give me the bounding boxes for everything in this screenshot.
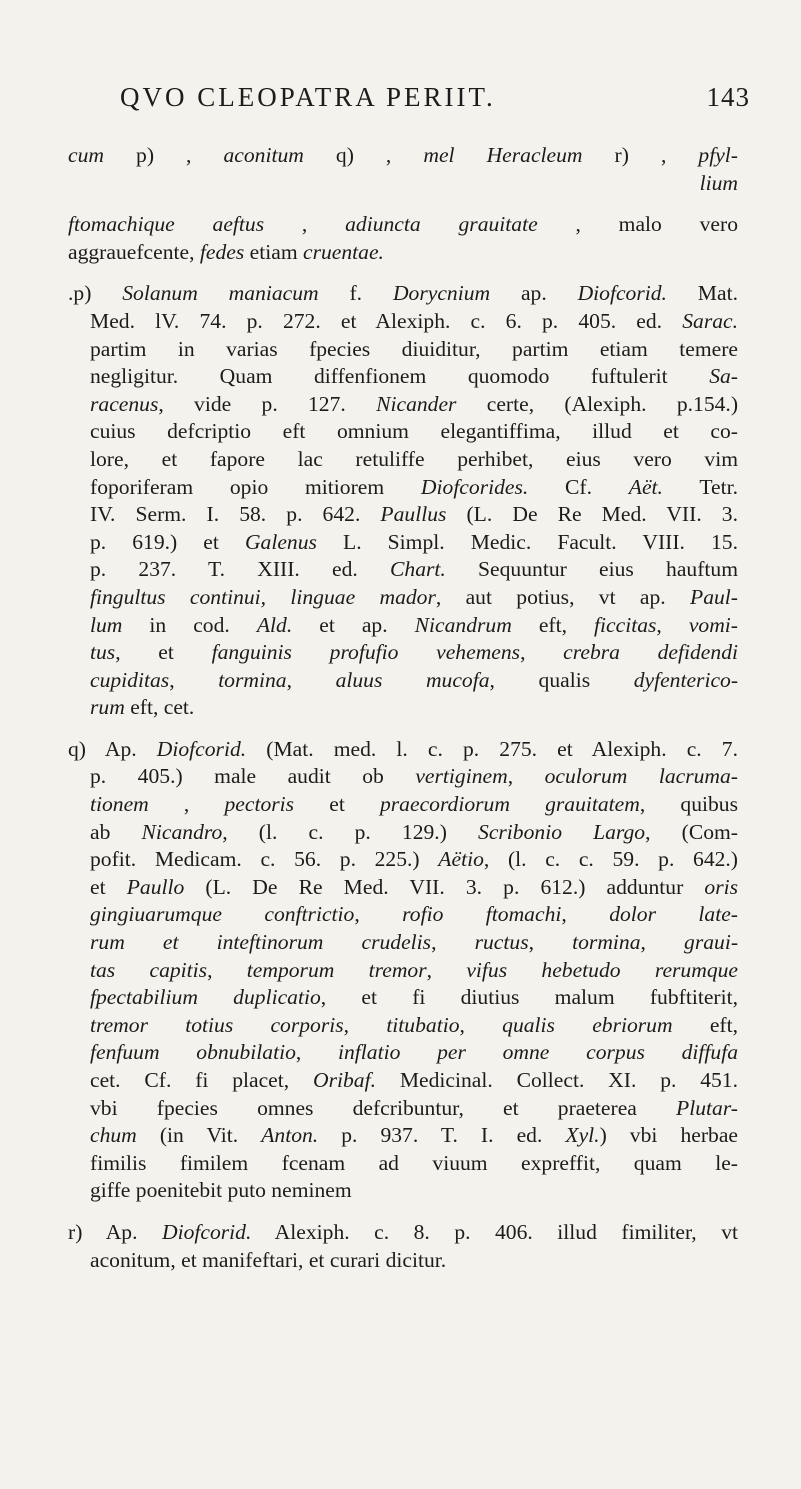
roman-text: , et fi diutius malum fubftiterit, bbox=[320, 985, 738, 1010]
text-line bbox=[68, 957, 738, 985]
paragraph-gap bbox=[68, 1205, 738, 1219]
text-line bbox=[68, 211, 738, 239]
roman-text: , bbox=[656, 612, 689, 637]
roman-text: Med. lV. 74. p. 272. et Alexiph. c. 6. p. 405. ed. bbox=[90, 308, 683, 333]
italic-text: fanguinis profufio vehemens bbox=[211, 640, 521, 665]
italic-text: ructus bbox=[474, 930, 529, 955]
roman-text: ap. bbox=[490, 281, 578, 306]
text-line bbox=[68, 336, 738, 364]
italic-text: Sarac. bbox=[682, 308, 738, 333]
text-line bbox=[68, 612, 738, 640]
italic-text: racenus bbox=[90, 391, 159, 416]
roman-text: , bbox=[343, 1012, 387, 1037]
italic-text: lum bbox=[90, 612, 123, 637]
italic-text: vomi- bbox=[688, 612, 738, 637]
roman-text: , bbox=[561, 902, 610, 927]
italic-text: cupiditas bbox=[90, 667, 170, 692]
paragraph-gap bbox=[68, 722, 738, 736]
text-line bbox=[68, 1122, 738, 1150]
roman-text: partim in varias fpecies diuiditur, partim etiam temere bbox=[90, 336, 738, 361]
italic-text: Aët. bbox=[628, 474, 663, 499]
italic-text: Plutar- bbox=[676, 1095, 738, 1120]
roman-text: pofit. Medicam. c. 56. p. 225.) bbox=[90, 847, 439, 872]
text-line bbox=[68, 418, 738, 446]
italic-text: temporum tremor bbox=[246, 957, 427, 982]
roman-text: .p) bbox=[68, 281, 123, 306]
text-line bbox=[68, 1219, 738, 1247]
text-line bbox=[68, 474, 738, 502]
roman-text: vbi fpecies omnes defcribuntur, et praeterea bbox=[90, 1095, 677, 1120]
italic-text: Chart. bbox=[390, 557, 446, 582]
text-line bbox=[68, 501, 738, 529]
text-line bbox=[68, 1150, 738, 1178]
roman-text: q) , bbox=[303, 143, 424, 167]
text-line bbox=[68, 763, 738, 791]
text-line bbox=[68, 791, 738, 819]
italic-text: tionem bbox=[90, 792, 149, 817]
text-line bbox=[68, 556, 738, 584]
italic-text: chum bbox=[90, 1123, 137, 1148]
italic-text: fenfuum obnubilatio bbox=[90, 1040, 296, 1065]
italic-text: Xyl. bbox=[565, 1123, 600, 1148]
text-line bbox=[68, 667, 738, 695]
text-line bbox=[68, 391, 738, 419]
italic-text: vifus hebetudo rerumque bbox=[466, 957, 739, 982]
italic-text: Diofcorid. bbox=[161, 1219, 252, 1244]
italic-text: adiuncta grauitate bbox=[345, 212, 538, 237]
italic-text: ftomachique aeftus bbox=[68, 212, 265, 237]
roman-text: (L. De Re Med. VII. 3. p. 612.) adduntur bbox=[184, 874, 705, 899]
roman-text: , bbox=[354, 902, 403, 927]
text-line bbox=[68, 639, 738, 667]
italic-text: Paullo bbox=[126, 874, 185, 899]
italic-text: Oribaf. bbox=[313, 1068, 376, 1092]
text-line bbox=[68, 529, 738, 557]
italic-text: rum bbox=[90, 695, 125, 720]
roman-text: , (l. c. p. 129.) bbox=[222, 819, 479, 844]
roman-text: , (l. c. c. 59. p. 642.) bbox=[483, 847, 739, 872]
roman-text: p) , bbox=[103, 143, 224, 167]
roman-text: eft, bbox=[511, 612, 595, 637]
italic-text: Scribonio Largo bbox=[478, 819, 646, 844]
italic-text: rofio ftomachi bbox=[402, 902, 562, 927]
italic-text: oculorum lacruma- bbox=[544, 764, 738, 789]
italic-text: crebra defidendi bbox=[563, 640, 738, 665]
page-number: 143 bbox=[706, 82, 750, 112]
roman-text: Sequuntur eius hauftum bbox=[445, 557, 738, 582]
roman-text: , malo vero bbox=[537, 212, 739, 237]
italic-text: graui- bbox=[684, 930, 739, 955]
roman-text: etiam bbox=[244, 239, 304, 264]
italic-text: vertiginem bbox=[415, 764, 508, 789]
roman-text: Mat. bbox=[666, 281, 738, 306]
roman-text: foporiferam opio mitiorem bbox=[90, 474, 421, 499]
italic-text: tas capitis bbox=[90, 957, 208, 982]
text-line bbox=[68, 846, 738, 874]
italic-text: Solanum maniacum bbox=[122, 281, 319, 306]
roman-text: , et bbox=[115, 640, 212, 665]
italic-text: Paul- bbox=[690, 584, 738, 609]
text-line bbox=[68, 1247, 738, 1275]
italic-text: lium bbox=[699, 170, 738, 195]
roman-text: et bbox=[294, 792, 380, 817]
roman-text: negligitur. Quam diffenfionem quomodo fuftulerit bbox=[90, 364, 710, 389]
roman-text: r) Ap. bbox=[68, 1219, 162, 1244]
italic-text: Paullus bbox=[380, 502, 447, 527]
text-line bbox=[68, 694, 738, 722]
roman-text: et bbox=[90, 874, 127, 899]
italic-text: pectoris bbox=[224, 792, 295, 817]
roman-text: , bbox=[426, 957, 467, 982]
italic-text: Diofcorid. bbox=[577, 281, 667, 306]
italic-text: cruentae. bbox=[303, 239, 384, 264]
roman-text: Alexiph. c. 8. p. 406. illud fimiliter, vt bbox=[251, 1219, 738, 1244]
roman-text: cuius defcriptio eft omnium elegantiffima, illud et co- bbox=[90, 419, 738, 444]
roman-text: giffe poenitebit puto neminem bbox=[90, 1178, 352, 1203]
italic-text: fpectabilium duplicatio bbox=[90, 985, 321, 1010]
roman-text: eft, cet. bbox=[124, 695, 195, 720]
italic-text: tremor totius corporis bbox=[90, 1012, 344, 1037]
roman-text: , bbox=[528, 930, 573, 955]
italic-text: titubatio bbox=[386, 1012, 460, 1037]
italic-text: praecordiorum grauitatem bbox=[379, 792, 640, 817]
italic-text: aluus mucofa bbox=[335, 667, 490, 692]
roman-text: , (Com- bbox=[645, 819, 739, 844]
roman-text: p. 619.) et bbox=[90, 529, 245, 554]
italic-text: Aëtio bbox=[438, 847, 484, 872]
italic-text: cum bbox=[68, 143, 104, 167]
italic-text: pfyl- bbox=[698, 143, 738, 167]
roman-text: fimilis fimilem fcenam ad viuum expreffit, quam le- bbox=[90, 1150, 738, 1175]
roman-text: , bbox=[431, 930, 475, 955]
roman-text: , bbox=[295, 1040, 338, 1065]
italic-text: Diofcorides. bbox=[420, 474, 529, 499]
italic-text: dolor late- bbox=[609, 902, 738, 927]
text-line bbox=[68, 901, 738, 929]
roman-text: , bbox=[169, 667, 219, 692]
text-line bbox=[68, 1067, 738, 1095]
roman-text: p. 937. T. I. ed. bbox=[318, 1123, 566, 1148]
roman-text: f. bbox=[318, 281, 393, 306]
text-line bbox=[68, 446, 738, 474]
roman-text: ab bbox=[90, 819, 142, 844]
roman-text: IV. Serm. I. 58. p. 642. bbox=[90, 502, 381, 527]
italic-text: Galenus bbox=[244, 529, 317, 554]
italic-text: rum et inteftinorum crudelis bbox=[90, 930, 432, 955]
italic-text: qualis ebriorum bbox=[502, 1012, 673, 1037]
italic-text: Anton. bbox=[261, 1123, 319, 1148]
running-title: QVO CLEOPATRA PERIIT. bbox=[120, 82, 496, 112]
italic-text: Dorycnium bbox=[392, 281, 491, 306]
roman-text: , bbox=[520, 640, 564, 665]
italic-text: Diofcorid. bbox=[156, 736, 247, 761]
paragraph-gap bbox=[68, 197, 738, 211]
text-line bbox=[68, 929, 738, 957]
roman-text: in cod. bbox=[122, 612, 257, 637]
roman-text: r) , bbox=[582, 143, 699, 167]
body-text bbox=[68, 142, 738, 1274]
text-line bbox=[68, 280, 738, 308]
text-line bbox=[68, 984, 738, 1012]
roman-text: eft, bbox=[672, 1012, 738, 1037]
roman-text: aconitum, et manifeftari, et curari dicitur. bbox=[90, 1247, 447, 1272]
italic-text: fingultus continui, linguae mador bbox=[90, 584, 436, 609]
text-line bbox=[68, 308, 738, 336]
text-line bbox=[68, 819, 738, 847]
italic-text: gingiuarumque conftrictio bbox=[90, 902, 355, 927]
text-line bbox=[68, 239, 738, 267]
roman-text: , bbox=[286, 667, 336, 692]
text-line bbox=[68, 736, 738, 764]
italic-text: oris bbox=[704, 874, 739, 899]
roman-text: , bbox=[148, 792, 225, 817]
text-line bbox=[68, 1177, 738, 1205]
text-line bbox=[68, 1039, 738, 1067]
italic-text: mel Heracleum bbox=[423, 143, 583, 167]
roman-text: (in Vit. bbox=[136, 1123, 262, 1148]
italic-text: Ald. bbox=[256, 612, 293, 637]
roman-text: cet. Cf. fi placet, bbox=[90, 1068, 313, 1092]
italic-text: inflatio per omne corpus diffufa bbox=[338, 1040, 739, 1065]
roman-text: certe, (Alexiph. p.154.) bbox=[456, 391, 739, 416]
text-line bbox=[68, 142, 738, 170]
italic-text: ficcitas bbox=[594, 612, 657, 637]
roman-text: Tetr. bbox=[662, 474, 738, 499]
italic-text: tus bbox=[90, 640, 116, 665]
roman-text: , vide p. 127. bbox=[158, 391, 377, 416]
roman-text: , bbox=[207, 957, 247, 982]
italic-text: Nicandro bbox=[141, 819, 223, 844]
italic-text: aconitum bbox=[223, 143, 304, 167]
italic-text: tormina bbox=[572, 930, 641, 955]
roman-text: lore, et fapore lac retuliffe perhibet, eius vero vim bbox=[90, 446, 738, 471]
roman-text: Medicinal. Collect. XI. p. 451. bbox=[376, 1068, 738, 1092]
italic-text: Sa- bbox=[709, 364, 738, 389]
roman-text: et ap. bbox=[292, 612, 415, 637]
roman-text: , qualis bbox=[489, 667, 634, 692]
paragraph-gap bbox=[68, 266, 738, 280]
roman-text: q) Ap. bbox=[68, 736, 157, 761]
italic-text: Nicander bbox=[376, 391, 457, 416]
roman-text: aggrauefcente, bbox=[68, 239, 200, 264]
text-line bbox=[68, 584, 738, 612]
roman-text: , aut potius, vt ap. bbox=[435, 584, 691, 609]
text-line bbox=[68, 874, 738, 902]
roman-text: , bbox=[640, 930, 685, 955]
roman-text: , bbox=[264, 212, 346, 237]
roman-text: p. 237. T. XIII. ed. bbox=[90, 557, 391, 582]
roman-text: (L. De Re Med. VII. 3. bbox=[446, 502, 738, 527]
roman-text: (Mat. med. l. c. p. 275. et Alexiph. c. 7. bbox=[246, 736, 738, 761]
italic-text: dyfenterico- bbox=[633, 667, 739, 692]
text-line bbox=[68, 170, 738, 198]
roman-text: p. 405.) male audit ob bbox=[90, 764, 416, 789]
italic-text: Nicandrum bbox=[414, 612, 512, 637]
roman-text: ) vbi herbae bbox=[599, 1123, 738, 1148]
roman-text: Cf. bbox=[528, 474, 629, 499]
italic-text: fedes bbox=[199, 239, 245, 264]
roman-text: L. Simpl. Medic. Facult. VIII. 15. bbox=[316, 529, 738, 554]
text-line bbox=[68, 363, 738, 391]
text-line bbox=[68, 1095, 738, 1123]
roman-text: , bbox=[459, 1012, 503, 1037]
running-header bbox=[60, 82, 760, 122]
roman-text: , bbox=[507, 764, 545, 789]
roman-text: , quibus bbox=[639, 792, 739, 817]
italic-text: tormina bbox=[218, 667, 287, 692]
text-line bbox=[68, 1012, 738, 1040]
